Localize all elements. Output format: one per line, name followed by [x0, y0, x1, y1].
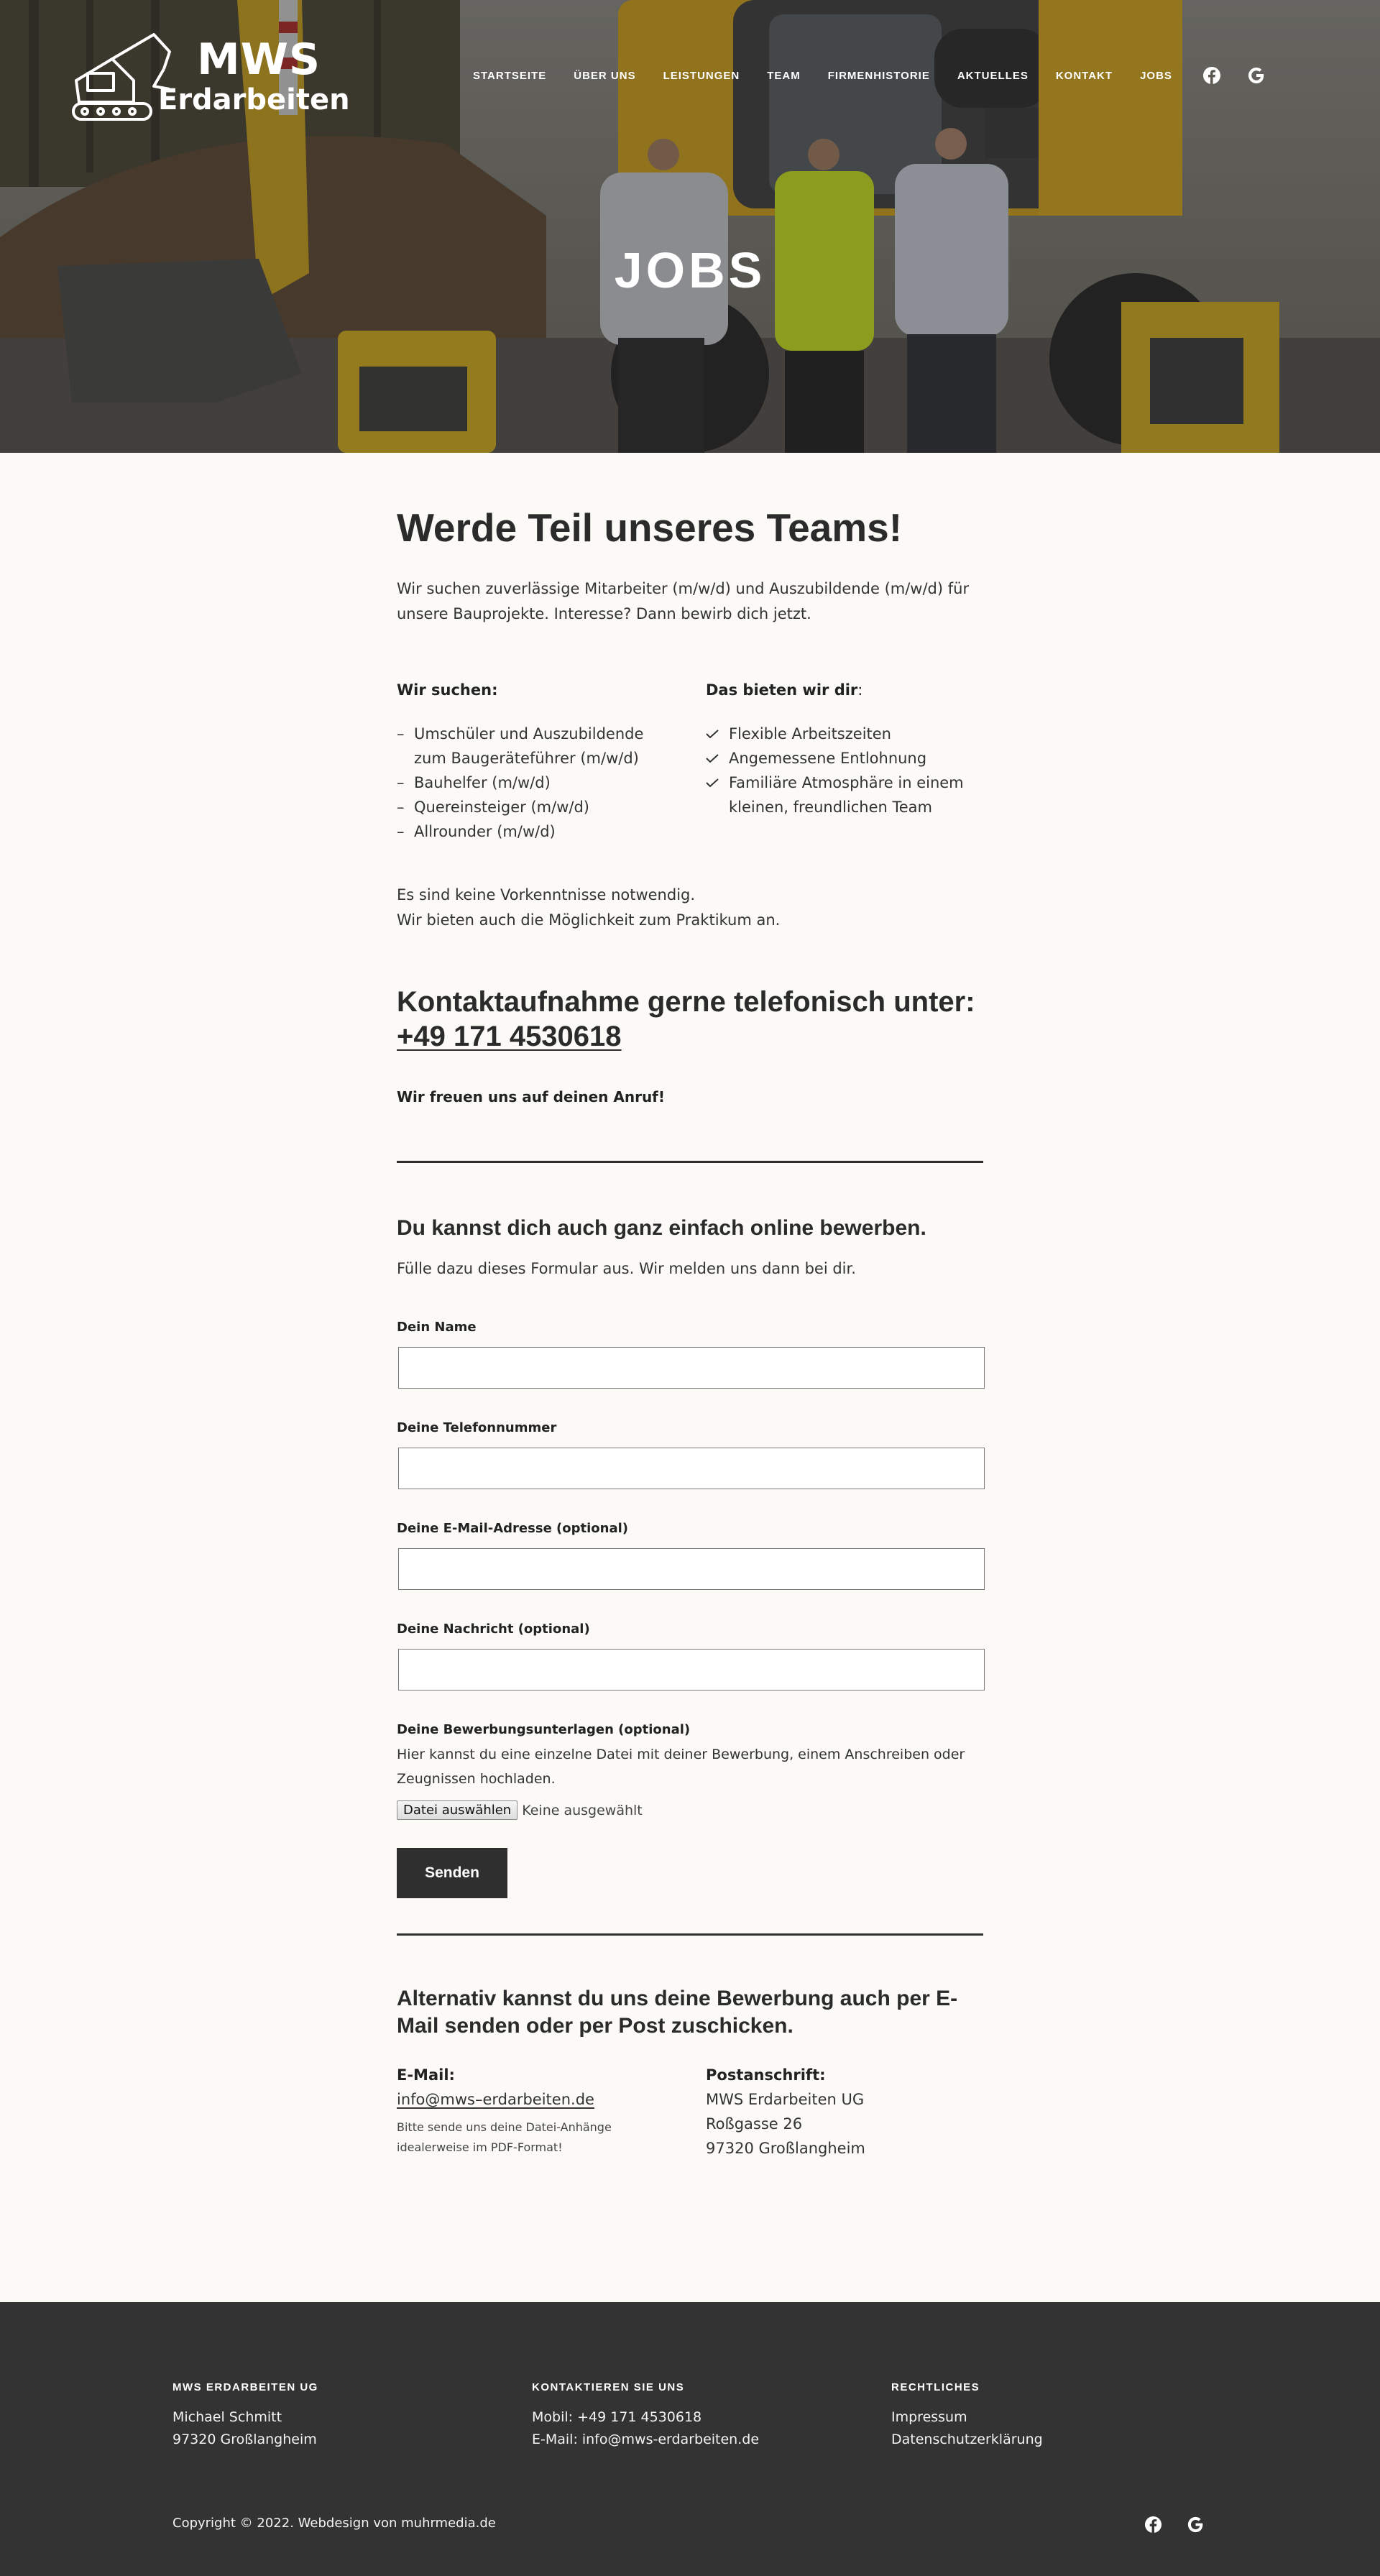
form-subtext: Fülle dazu dieses Formular aus. Wir melden uns dann bei dir. [397, 1260, 856, 1277]
site-footer [0, 2302, 1380, 2576]
phone-input[interactable] [398, 1448, 985, 1489]
footer-line: 97320 Großlangheim [172, 2432, 317, 2447]
email-note [397, 2117, 684, 2158]
list-item [706, 770, 993, 795]
footer-line: Michael Schmitt [172, 2409, 282, 2425]
divider [397, 1161, 983, 1163]
privacy-link[interactable]: Datenschutzerklärung [891, 2432, 1043, 2447]
list-item-continuation: zum Baugeräteführer (m/w/d) [414, 750, 639, 767]
divider [397, 1933, 983, 1936]
nav-jobs[interactable]: JOBS [1140, 69, 1172, 82]
nav-aktuelles[interactable]: AKTUELLES [957, 69, 1029, 82]
offer-column [706, 681, 993, 819]
list-item: – Quereinsteiger (m/w/d) [397, 795, 684, 819]
email-title: E-Mail: [397, 2066, 455, 2084]
list-item: – Bauhelfer (m/w/d) [397, 770, 684, 795]
file-upload [397, 1800, 643, 1820]
email-note-line: Bitte sende uns deine Datei-Anhänge [397, 2120, 612, 2134]
email-contact [397, 2063, 684, 2158]
email-link[interactable]: info@mws–erdarbeiten.de [397, 2091, 594, 2108]
phone-heading-text: Kontaktaufnahme gerne telefonisch unter: [397, 986, 975, 1018]
postal-contact [706, 2063, 993, 2161]
send-button[interactable]: Senden [397, 1848, 507, 1898]
main-nav [473, 66, 1266, 85]
nav-social [1202, 66, 1266, 85]
logo-subtitle: Erdarbeiten [158, 83, 350, 116]
post-line: 97320 Großlangheim [706, 2140, 865, 2157]
documents-hint [397, 1742, 983, 1791]
offer-item-text: Familiäre Atmosphäre in einem [729, 774, 964, 791]
impressum-link[interactable]: Impressum [891, 2409, 967, 2425]
call-note: Wir freuen uns auf deinen Anruf! [397, 1088, 665, 1105]
footer-title: KONTAKTIEREN SIE UNS [532, 2381, 685, 2393]
list-item: – Allrounder (m/w/d) [397, 819, 684, 844]
seeking-column [397, 681, 684, 844]
intro-line: unsere Bauprojekte. Interesse? Dann bewirb dich jetzt. [397, 605, 811, 622]
phone-heading [397, 985, 975, 1054]
footer-contact [532, 2381, 759, 2451]
footer-legal [891, 2381, 1043, 2451]
seeking-list [397, 722, 684, 844]
alternative-heading: Alternativ kannst du uns deine Bewerbung auch per E-Mail senden oder per Post zuschicken. [397, 1987, 958, 2038]
page-title: JOBS [614, 242, 766, 298]
email-input[interactable] [398, 1548, 985, 1590]
google-icon[interactable] [1187, 2516, 1205, 2534]
form-heading: Du kannst dich auch ganz einfach online bewerben. [397, 1216, 926, 1240]
intro-line: Wir suchen zuverlässige Mitarbeiter (m/w/d) und Auszubildende (m/w/d) für [397, 580, 970, 597]
name-input[interactable] [398, 1347, 985, 1389]
offer-title [706, 681, 993, 699]
note-line: Es sind keine Vorkenntnisse notwendig. [397, 886, 696, 903]
offer-item-text: Flexible Arbeitszeiten [729, 725, 891, 742]
footer-company [172, 2381, 318, 2451]
message-input[interactable] [398, 1649, 985, 1690]
nav-leistungen[interactable]: LEISTUNGEN [663, 69, 740, 82]
offer-item-text: kleinen, freundlichen Team [729, 799, 933, 816]
facebook-icon[interactable] [1202, 66, 1221, 85]
note-line: Wir bieten auch die Möglichkeit zum Praktikum an. [397, 911, 781, 929]
facebook-icon[interactable] [1144, 2516, 1162, 2534]
footer-email[interactable]: E-Mail: info@mws-erdarbeiten.de [532, 2432, 760, 2447]
site-logo[interactable] [69, 30, 350, 124]
footer-social [1144, 2516, 1205, 2534]
phone-link[interactable]: +49 171 4530618 [397, 1021, 622, 1052]
nav-ueber-uns[interactable]: ÜBER UNS [574, 69, 636, 82]
offer-title-colon: : [857, 681, 863, 699]
footer-title: RECHTLICHES [891, 2381, 980, 2393]
google-icon[interactable] [1247, 66, 1266, 85]
name-label: Dein Name [397, 1320, 477, 1335]
post-title: Postanschrift: [706, 2066, 826, 2084]
intro-text [397, 576, 983, 627]
hint-line: Hier kannst du eine einzelne Datei mit deiner Bewerbung, einem Anschreiben oder [397, 1747, 965, 1762]
nav-startseite[interactable]: STARTSEITE [473, 69, 547, 82]
documents-label: Deine Bewerbungsunterlagen (optional) [397, 1722, 691, 1737]
copyright: Copyright © 2022. Webdesign von muhrmedia.de [172, 2516, 496, 2531]
list-item: – Umschüler und Auszubildende [397, 722, 684, 746]
phone-label: Deine Telefonnummer [397, 1420, 557, 1435]
post-line: MWS Erdarbeiten UG [706, 2091, 865, 2108]
logo-title: MWS [197, 34, 321, 85]
email-note-line: idealerweise im PDF-Format! [397, 2140, 563, 2154]
nav-firmenhistorie[interactable]: FIRMENHISTORIE [827, 69, 930, 82]
list-item-continuation [706, 795, 993, 819]
offer-list [706, 722, 993, 819]
footer-title: MWS ERDARBEITEN UG [172, 2381, 318, 2393]
footer-phone[interactable]: Mobil: +49 171 4530618 [532, 2409, 702, 2425]
file-status: Keine ausgewählt [522, 1802, 643, 1818]
offer-item-text: Angemessene Entlohnung [729, 750, 927, 767]
nav-kontakt[interactable]: KONTAKT [1055, 69, 1113, 82]
post-line: Roßgasse 26 [706, 2115, 803, 2133]
jobs-heading: Werde Teil unseres Teams! [397, 505, 903, 550]
no-experience-note [397, 883, 780, 933]
nav-team[interactable]: TEAM [767, 69, 801, 82]
email-label: Deine E-Mail-Adresse (optional) [397, 1521, 629, 1536]
check-icon [706, 730, 719, 738]
hero-banner [0, 0, 1380, 453]
choose-file-button[interactable]: Datei auswählen [397, 1800, 518, 1820]
seeking-title: Wir suchen: [397, 681, 498, 699]
check-icon [706, 778, 719, 787]
list-item [706, 746, 993, 770]
check-icon [706, 754, 719, 763]
hint-line: Zeugnissen hochladen. [397, 1771, 556, 1787]
offer-title-text: Das bieten wir dir [706, 681, 858, 699]
list-item [706, 722, 993, 746]
message-label: Deine Nachricht (optional) [397, 1622, 590, 1637]
